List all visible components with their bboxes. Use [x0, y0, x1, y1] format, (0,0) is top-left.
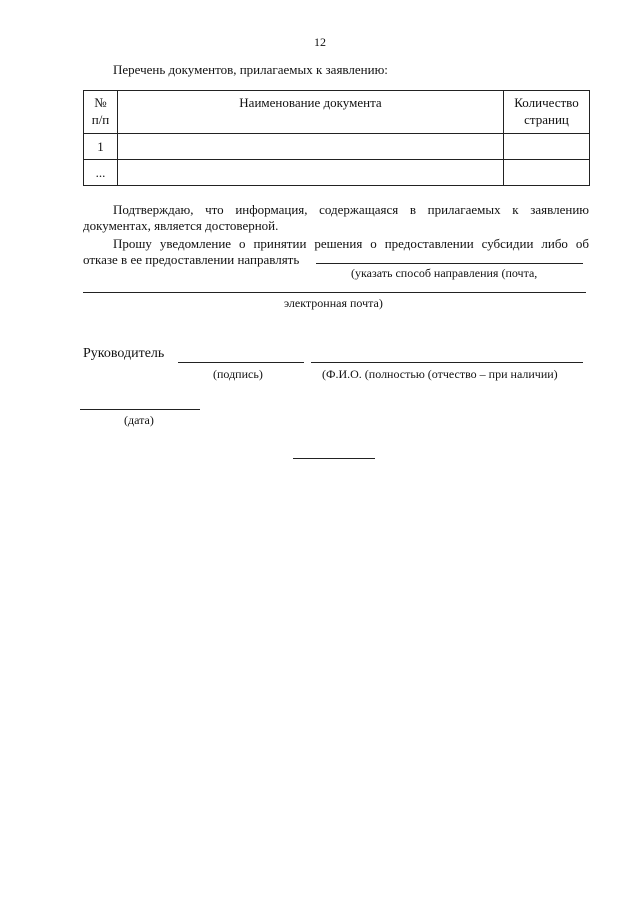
- row-num: 1: [84, 134, 118, 160]
- header-num: [84, 91, 118, 134]
- header-qty-line2: страниц: [524, 112, 569, 127]
- head-label: Руководитель: [83, 346, 165, 361]
- delivery-method-line-2: [83, 292, 586, 293]
- confirm-text-line1: Подтверждаю, что информация, содержащаяся в прилагаемых к заявлению: [113, 202, 589, 217]
- header-num-line1: №: [94, 95, 107, 110]
- full-name-caption: (Ф.И.О. (полностью (отчество – при наличии): [322, 367, 558, 381]
- row-qty: [504, 134, 590, 160]
- date-line: [80, 409, 200, 410]
- header-num-line2: п/п: [91, 112, 110, 127]
- delivery-hint-line1: (указать способ направления (почта,: [351, 266, 538, 280]
- date-caption: (дата): [124, 413, 154, 427]
- end-divider: [293, 458, 375, 459]
- row-qty: [504, 160, 590, 186]
- table-row: [84, 160, 590, 186]
- delivery-method-line: [316, 263, 583, 264]
- documents-list-title: Перечень документов, прилагаемых к заявлению:: [113, 62, 388, 77]
- table-row: [84, 134, 590, 160]
- row-name: [118, 134, 504, 160]
- request-text-line1: Прошу уведомление о принятии решения о предоставлении субсидии либо об: [113, 236, 589, 251]
- row-name: [118, 160, 504, 186]
- signature-caption: (подпись): [213, 367, 263, 381]
- documents-table: [83, 90, 590, 186]
- signature-line: [178, 362, 304, 363]
- header-qty-line1: Количество: [514, 95, 579, 110]
- request-text-line2: отказе в ее предоставлении направлять: [83, 252, 300, 267]
- delivery-hint-line2: электронная почта): [284, 296, 383, 310]
- table-header-row: [84, 91, 590, 134]
- header-name: Наименование документа: [118, 91, 504, 134]
- confirm-text-line2: документах, является достоверной.: [83, 218, 279, 233]
- page-number: 12: [314, 35, 326, 49]
- row-num: ...: [84, 160, 118, 186]
- full-name-line: [311, 362, 583, 363]
- header-qty: [504, 91, 590, 134]
